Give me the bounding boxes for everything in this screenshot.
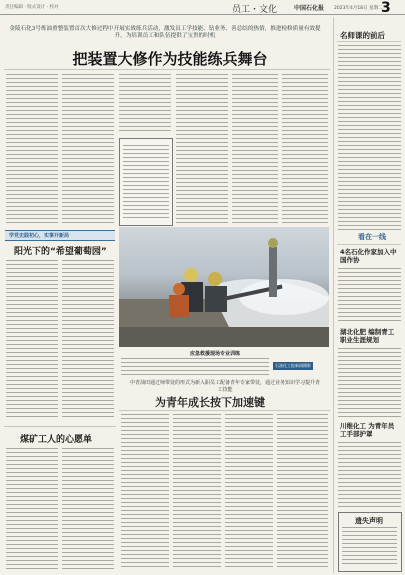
right-story2-text — [338, 348, 401, 418]
center-col3 — [225, 414, 273, 570]
left-story-title: 阳光下的“希望葡萄园” — [14, 247, 107, 257]
right-story3-title: 川维化工 为青年员工手部护罩 — [340, 422, 395, 438]
right-column-name: 名师课的前后 — [340, 31, 385, 40]
page-number: 3 — [381, 0, 391, 16]
right-rule — [337, 41, 401, 42]
right-story3-text — [338, 442, 401, 508]
lead-text-col5 — [232, 74, 278, 224]
lead-title: 把装置大修作为技能练兵舞台 — [72, 50, 268, 68]
center-rule — [119, 410, 330, 411]
left-story2-col2 — [62, 448, 114, 570]
news-photo — [119, 227, 329, 347]
center-title: 为青年成长按下加速键 — [155, 396, 265, 409]
right-story1-title: 4名石化作家加入中国作协 — [340, 248, 397, 264]
center-col2 — [173, 414, 221, 570]
lead-text-col2 — [62, 74, 114, 224]
lead-text-col6 — [282, 74, 328, 224]
paper-logo: 中国石化报 — [294, 5, 325, 12]
section-label: 员工・文化 — [232, 5, 278, 15]
center-col4 — [277, 414, 328, 570]
left-band — [5, 230, 115, 241]
left-story2-col1 — [6, 448, 58, 570]
header-meta: 责任编辑 · 版式设计 · 校对 — [5, 5, 59, 10]
notice-text — [342, 527, 397, 567]
issue-date: 2023年4月18日 星期二 — [334, 6, 383, 11]
lead-text-col3 — [119, 74, 171, 134]
notice-box — [338, 512, 402, 572]
right-text1 — [338, 45, 401, 230]
lead-text-col4 — [176, 74, 228, 224]
center-teaser: 中青油田通过师带徒的形式为新入职员工配备青年专家带徒，通过业务知识学习提升青工技能 — [130, 380, 321, 393]
lead-subhead: 金陵石化3号炼油重整装置首次大修过程中开展实战练兵活动，激发员工学技能、钻业务、善总结的热情，推进检修质量有效提升，为培训员工和队伍提供了宝贵的时机 — [9, 26, 321, 39]
left-divider — [4, 426, 116, 427]
sidebar-box — [119, 138, 173, 226]
column-divider — [333, 17, 334, 573]
right-story2-title: 湖北化肥 编制青工职业生涯规划 — [340, 328, 395, 344]
right-rule2 — [337, 244, 401, 245]
lead-text-col1 — [6, 74, 58, 224]
center-col1 — [121, 414, 169, 570]
right-kicker: 看在一线 — [358, 233, 386, 241]
photo-caption-text — [121, 358, 269, 376]
photo-illustration — [119, 227, 329, 347]
left-story-col2 — [62, 260, 114, 420]
sidebar-box-text — [123, 145, 169, 221]
page-header — [0, 0, 405, 15]
notice-title: 遗失声明 — [355, 517, 383, 525]
left-story2-title: 煤矿工人的心愿单 — [20, 435, 93, 445]
photo-caption-title: 应急救援现场专业训练 — [190, 351, 241, 357]
photo-stamp: 石油化工报新闻摄影 — [275, 363, 311, 368]
title-rule — [4, 69, 330, 70]
left-band-label: 学党史践初心，实事开新局 — [9, 233, 70, 239]
left-story-col1 — [6, 260, 58, 420]
right-story1-text — [338, 268, 401, 324]
